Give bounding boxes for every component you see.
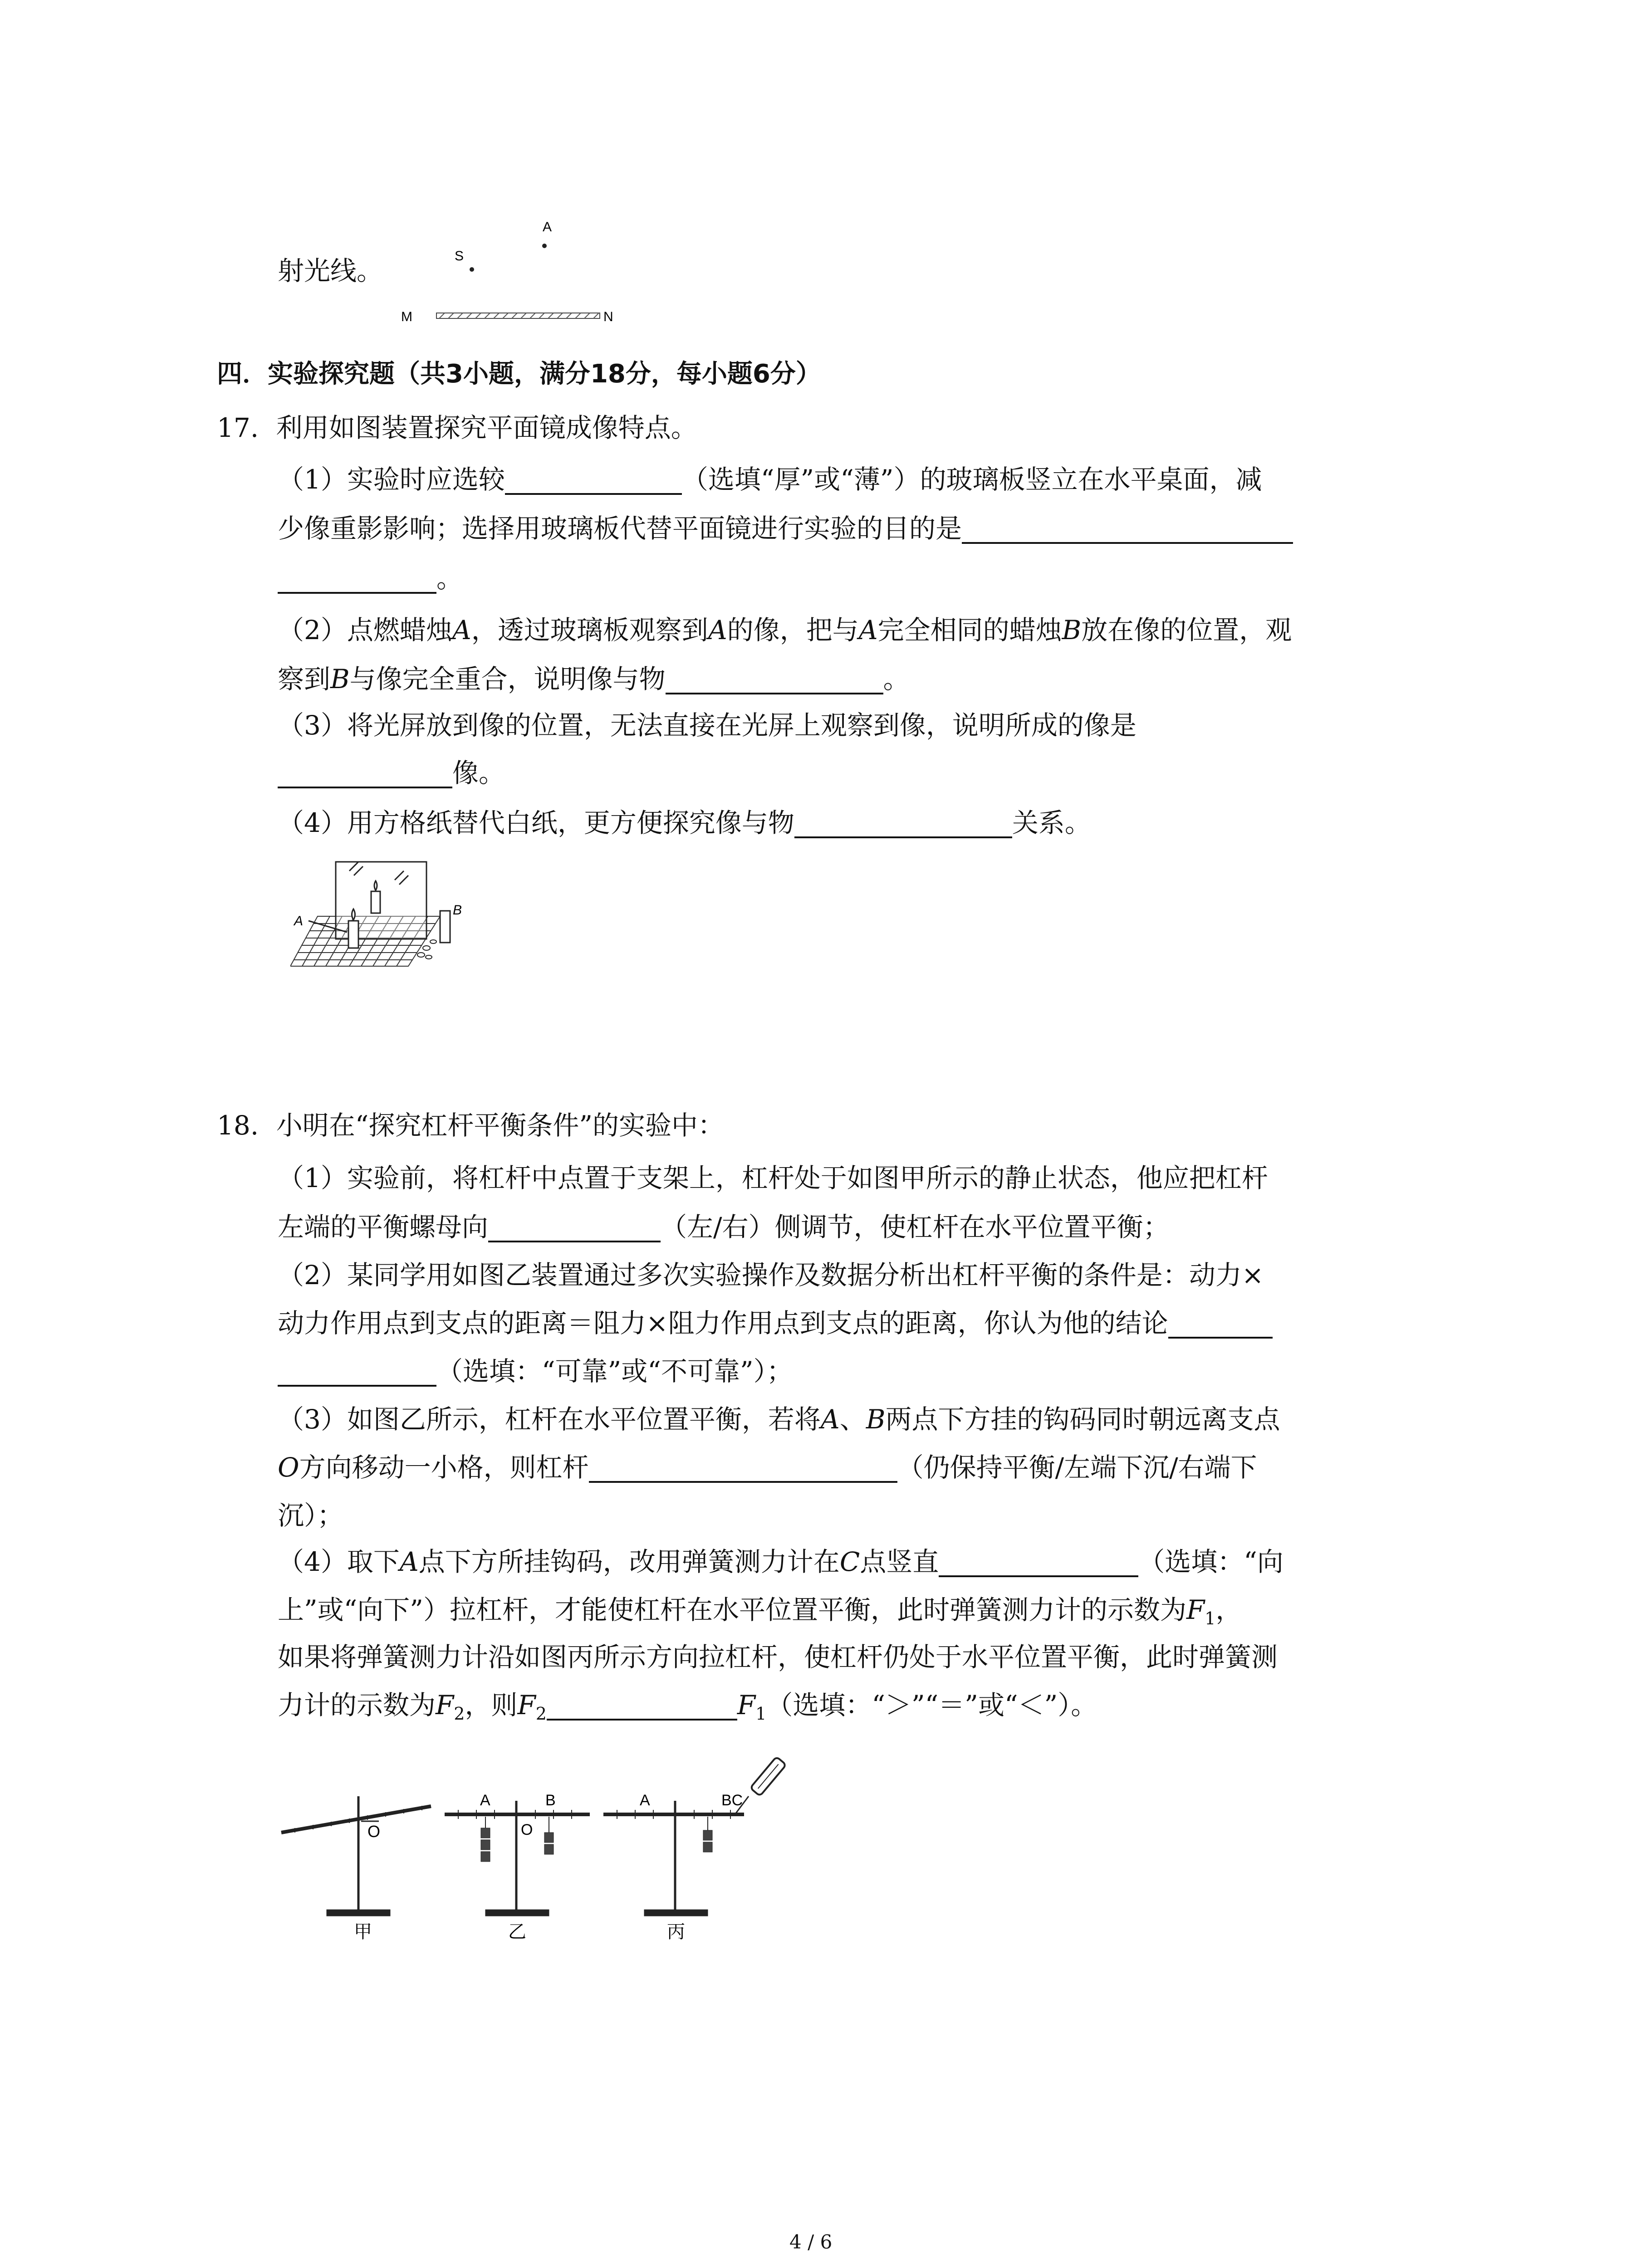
q17-blank-5[interactable]	[794, 836, 1012, 838]
lever-fig-2	[445, 1801, 590, 1916]
lever-figures	[277, 1742, 794, 1941]
q18-blank-2[interactable]	[1168, 1337, 1273, 1339]
q17-part1-line3: 。	[278, 565, 463, 594]
q18-blank-1[interactable]	[488, 1241, 661, 1242]
q18-part1-line2: 左端的平衡螺母向 （左/右）侧调节，使杠杆在水平位置平衡；	[278, 1212, 1170, 1242]
fig3-caption: 丙	[667, 1922, 685, 1941]
fig2-a-label: A	[480, 1792, 490, 1809]
q18-part1-line1: （1）实验前，将杠杆中点置于支架上，杠杆处于如图甲所示的静止状态，他应把杠杆	[278, 1163, 1268, 1193]
fig3-a-label: A	[640, 1792, 650, 1809]
q18-part4-line1: （4）取下A点下方所挂钩码，改用弹簧测力计在C点竖直 （选填：“向	[278, 1546, 1283, 1577]
q18-part4-line3: 如果将弹簧测力计沿如图丙所示方向拉杠杆，使杠杆仍处于水平位置平衡，此时弹簧测	[278, 1642, 1278, 1672]
q18-part2-line1: （2）某同学用如图乙装置通过多次实验操作及数据分析出杠杆平衡的条件是：动力×	[278, 1260, 1264, 1290]
q18-part4-line2: 上”或“向下”）拉杠杆，才能使杠杆在水平位置平衡，此时弹簧测力计的示数为$F_1$，	[278, 1594, 1242, 1628]
q18-part4-line4: 力计的示数为$F_2$，则$F_2$ $F_1$（选填：“＞”“＝”或“＜”）。	[278, 1690, 1097, 1724]
page-number: 4 / 6	[789, 2231, 833, 2253]
q17-stem	[217, 412, 697, 443]
q17-number: 17.	[217, 412, 259, 443]
mirror-figure	[395, 213, 631, 331]
q17-part4-line1: （4）用方格纸替代白纸，更方便探究像与物 关系。	[278, 807, 1091, 838]
mirror-surface	[436, 313, 600, 318]
fig2-b-label: B	[545, 1792, 556, 1809]
mirror-label-s: S	[455, 249, 464, 264]
mirror-label-n: N	[603, 309, 613, 324]
q17-part1-line2: 少像重影影响；选择用玻璃板代替平面镜进行实验的目的是	[278, 515, 1293, 544]
q17-blank-2[interactable]	[962, 542, 1293, 544]
q18-part3-line1: （3）如图乙所示，杠杆在水平位置平衡，若将A、B两点下方挂的钩码同时朝远离支点	[278, 1404, 1280, 1435]
q18-part2-line3: （选填：“可靠”或“不可靠”）；	[278, 1358, 793, 1387]
q18-stem-text: 小明在“探究杠杆平衡条件”的实验中：	[276, 1110, 724, 1141]
q18-stem	[217, 1112, 724, 1139]
q17-blank-1[interactable]	[505, 493, 682, 495]
fig3-bc-label: BC	[721, 1792, 743, 1809]
fig1-o-label: O	[367, 1822, 381, 1841]
mirror-label-a: A	[543, 220, 552, 235]
lever-fig-3	[603, 1757, 786, 1916]
q17-blank-3[interactable]	[666, 693, 883, 694]
q18-blank-3[interactable]	[589, 1481, 897, 1483]
q17-part1-line1: （1）实验时应选较 （选填“厚”或“薄”）的玻璃板竖立在水平桌面，减	[278, 464, 1262, 495]
lever-fig-1	[281, 1796, 431, 1916]
q17-blank-4[interactable]	[278, 787, 452, 788]
point-s-dot	[470, 267, 474, 272]
section-title: 四．实验探究题（共3小题，满分18分，每小题6分）	[217, 359, 821, 389]
q17-stem-text: 利用如图装置探究平面镜成像特点。	[276, 412, 697, 443]
q18-blank-4[interactable]	[939, 1575, 1138, 1577]
spring-balance	[750, 1757, 786, 1796]
q18-part3-line3: 沉）；	[278, 1500, 344, 1531]
q17-part2-line1: （2）点燃蜡烛A，透过玻璃板观察到A的像，把与A完全相同的蜡烛B放在像的位置，观	[278, 615, 1292, 645]
q18-part3-line2: O方向移动一小格，则杠杆 （仍保持平衡/左端下沉/右端下	[278, 1452, 1257, 1483]
fig17-label-a: A	[294, 914, 304, 929]
matches	[417, 940, 436, 959]
fig1-caption: 甲	[354, 1922, 372, 1941]
mirror-label-m: M	[401, 309, 412, 324]
q18-number: 18.	[217, 1110, 259, 1141]
q17-part3-line1: （3）将光屏放到像的位置，无法直接在光屏上观察到像，说明所成的像是	[278, 710, 1136, 741]
q17-part2-line2: 察到B与像完全重合，说明像与物 。	[278, 664, 910, 694]
q18-blank-2-cont[interactable]	[278, 1385, 436, 1387]
carryover-text: 射光线。	[278, 255, 383, 286]
mirror-experiment-figure	[290, 853, 508, 975]
q18-blank-5[interactable]	[547, 1719, 737, 1721]
point-a-dot	[542, 244, 547, 248]
fig2-caption: 乙	[508, 1922, 526, 1941]
fig17-label-b: B	[453, 903, 462, 918]
q18-part2-line2: 动力作用点到支点的距离＝阻力×阻力作用点到支点的距离，你认为他的结论	[278, 1310, 1273, 1339]
fig2-o-label: O	[521, 1821, 533, 1838]
candle-b	[440, 911, 450, 943]
q17-blank-2-cont[interactable]	[278, 592, 436, 594]
q17-part3-line2: 像。	[278, 760, 505, 788]
